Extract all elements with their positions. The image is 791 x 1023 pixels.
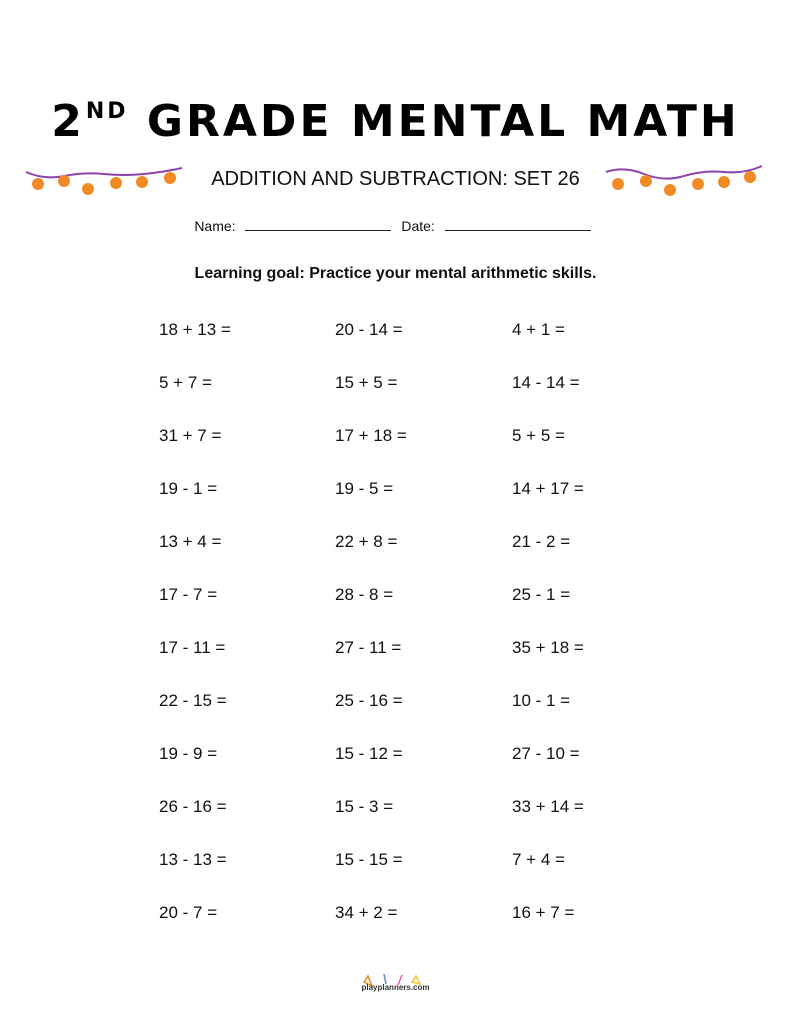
date-field[interactable]	[445, 218, 591, 231]
math-problem: 14 - 14 =	[512, 373, 580, 392]
math-problem: 20 - 14 =	[335, 320, 403, 339]
math-problem: 17 - 11 =	[159, 638, 226, 657]
math-problem: 22 - 15 =	[159, 691, 227, 710]
page-title	[0, 96, 791, 147]
name-field[interactable]	[245, 218, 391, 231]
math-problem: 25 - 1 =	[512, 585, 571, 604]
name-label: Name:	[194, 218, 236, 234]
title-number: 2	[51, 96, 85, 147]
math-problem: 33 + 14 =	[512, 797, 584, 816]
math-problem: 10 - 1 =	[512, 691, 571, 710]
math-problem: 7 + 4 =	[512, 850, 565, 869]
math-problem: 4 + 1 =	[512, 320, 565, 339]
math-problem: 22 + 8 =	[335, 532, 398, 551]
math-problem: 17 + 18 =	[335, 426, 407, 445]
math-problem: 5 + 5 =	[512, 426, 565, 445]
title-text: GRADE MENTAL MATH	[146, 96, 740, 147]
math-problem: 28 - 8 =	[335, 585, 394, 604]
math-problem: 20 - 7 =	[159, 903, 218, 922]
math-problem: 31 + 7 =	[159, 426, 222, 445]
math-problem: 21 - 2 =	[512, 532, 571, 551]
problem-grid	[159, 320, 632, 956]
math-problem: 15 - 12 =	[335, 744, 403, 763]
math-problem: 19 - 1 =	[159, 479, 218, 498]
math-problem: 17 - 7 =	[159, 585, 218, 604]
subtitle: ADDITION AND SUBTRACTION: SET 26	[211, 168, 580, 190]
pumpkin-garland-icon	[604, 160, 764, 202]
math-problem: 15 + 5 =	[335, 373, 398, 392]
math-problem: 15 - 3 =	[335, 797, 394, 816]
math-problem: 34 + 2 =	[335, 903, 398, 922]
math-problem: 27 - 10 =	[512, 744, 580, 763]
math-problem: 19 - 5 =	[335, 479, 394, 498]
name-date-row	[0, 218, 791, 234]
math-problem: 25 - 16 =	[335, 691, 403, 710]
math-problem: 14 + 17 =	[512, 479, 584, 498]
math-problem: 16 + 7 =	[512, 903, 575, 922]
math-problem: 27 - 11 =	[335, 638, 402, 657]
footer-brand: playplanners.com	[361, 983, 430, 992]
pumpkin-garland-icon	[24, 160, 184, 202]
math-problem: 13 + 4 =	[159, 532, 222, 551]
math-problem: 15 - 15 =	[335, 850, 403, 869]
math-problem: 18 + 13 =	[159, 320, 231, 339]
math-problem: 26 - 16 =	[159, 797, 227, 816]
date-label: Date:	[401, 218, 435, 234]
math-problem: 5 + 7 =	[159, 373, 212, 392]
math-problem: 19 - 9 =	[159, 744, 218, 763]
title-ordinal: ND	[85, 99, 129, 124]
math-problem: 35 + 18 =	[512, 638, 584, 657]
learning-goal: Learning goal: Practice your mental arithmetic skills.	[194, 265, 597, 282]
math-problem: 13 - 13 =	[159, 850, 227, 869]
